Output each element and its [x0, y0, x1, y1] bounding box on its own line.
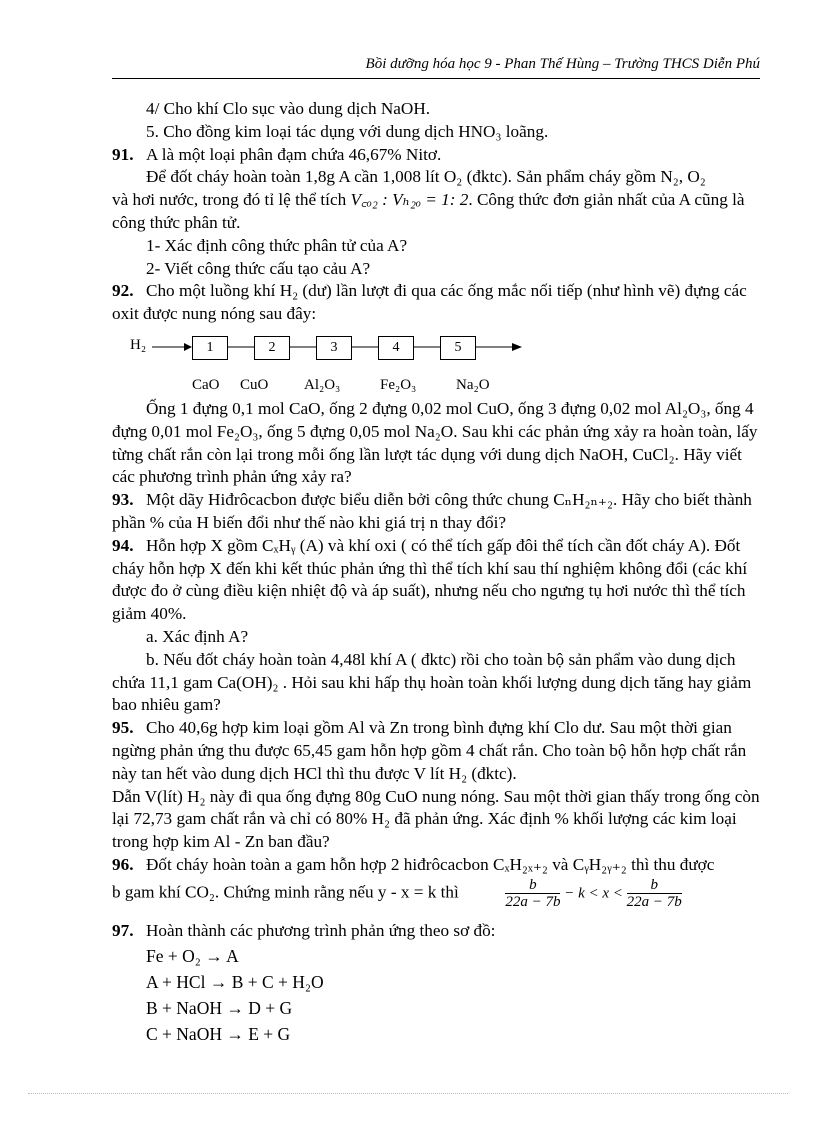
question-94-b: b. Nếu đốt cháy hoàn toàn 4,48l khí A ( đktc) rồi cho toàn bộ sản phẩm vào dung dịch chứa 11,1 gam Ca(OH)₂ . Hỏi sau khi hấp thụ hoàn toàn khối lượng dung dịch tăng hay giảm bao nhiêu gam? [112, 649, 752, 715]
question-93: 93. Một dãy Hiđrôcacbon được biểu diễn bởi công thức chung CₙH₂ₙ₊₂. Hãy cho biết thành phần % của H biến đổi như thế nào khi giá trị n thay đổi? [112, 490, 752, 532]
question-97: 97. Hoàn thành các phương trình phản ứng theo sơ đồ: [112, 920, 496, 940]
question-91: 91. A là một loại phân đạm chứa 46,67% Nitơ. [112, 144, 764, 167]
question-96: 96. Đốt cháy hoàn toàn a gam hỗn hợp 2 hiđrôcacbon CₓH₂ₓ₊₂ và CᵧH₂ᵧ₊₂ thì thu được [112, 854, 715, 874]
question-number: 91. [112, 144, 134, 164]
question-91-text: Để đốt cháy hoàn toàn 1,8g A cần 1,008 lít O₂ (đktc). Sản phẩm cháy gồm N₂, O₂ [146, 167, 706, 187]
reaction-4: C + NaOH → E + G [146, 1023, 291, 1044]
volume-ratio: V꜀ₒ₂ : Vₕ₂ₒ = 1: 2 [350, 190, 469, 210]
oxide-label: Fe₂O₃ [380, 376, 417, 393]
oxide-label: CaO [192, 376, 220, 393]
question-96-b: b gam khí CO₂. Chứng minh rằng nếu y - x = k thì $\frac{b}{22a - 7b}$ − k < x < $\frac{b}{22a - 7b}$ [112, 876, 682, 910]
oxide-label: Na₂O [456, 376, 490, 393]
header-rule [112, 78, 760, 79]
question-94-a: a. Xác định A? [146, 626, 249, 646]
tube-1: 1 [192, 336, 228, 360]
item-4: 4/ Cho khí Clo sục vào dung dịch NaOH. [146, 99, 431, 118]
fraction: $\frac{b}{22a - 7b}$ [626, 876, 682, 910]
reaction-3: B + NaOH → D + G [146, 997, 293, 1018]
tube-diagram [112, 330, 764, 396]
tube-5: 5 [440, 336, 476, 360]
footer-divider [28, 1093, 788, 1094]
tube-4: 4 [378, 336, 414, 360]
reaction-1: Fe + O₂ → A [146, 945, 239, 966]
question-92-text: Ống 1 đựng 0,1 mol CaO, ống 2 đựng 0,02 mol CuO, ống 3 đựng 0,02 mol Al₂O₃, ống 4 đựng 0,01 mol Fe₂O₃, ống 5 đựng 0,05 mol Na₂O. Sau khi các phản ứng xảy ra hoàn toàn, lấy từng chất rắn còn lại trong mỗi ống lần lượt tác dụng với dung dịch NaOH, CuCl₂. Hãy viết các phương trình phản ứng xảy ra? [112, 398, 758, 487]
question-91-text-2: và hơi nước, trong đó tỉ lệ thể tích V꜀ₒ₂ : Vₕ₂ₒ = 1: 2. Công thức đơn giản nhất của A cũng là công thức phân tử. [112, 190, 745, 232]
oxide-label: Al₂O₃ [304, 376, 341, 393]
document-body [112, 98, 764, 1047]
question-91-item-2: 2- Viết công thức cấu tạo cảu A? [146, 258, 371, 278]
question-95: 95. Cho 40,6g hợp kim loại gồm Al và Zn trong bình đựng khí Clo dư. Sau một thời gian ngừng phản ứng thu được 65,45 gam hỗn hợp gồm 4 chất rắn. Cho toàn bộ hỗn hợp chất rắn này tan hết vào dung dịch HCl thì thu được V lít H₂ (đktc). [112, 718, 747, 783]
oxide-label: CuO [240, 376, 269, 393]
question-92: 92. Cho một luồng khí H₂ (dư) lần lượt đi qua các ống mắc nối tiếp (như hình vẽ) đựng các oxit được nung nóng sau đây: [112, 281, 747, 324]
tube-3: 3 [316, 336, 352, 360]
question-94: 94. Hỗn hợp X gồm CₓHᵧ (A) và khí oxi ( có thể tích gấp đôi thể tích cần đốt cháy A). Đốt cháy hỗn hợp X đến khi kết thúc phản ứng thì thể tích khí sau thí nghiệm không đổi (các khí được đo ở cùng điều kiện nhiệt độ và áp suất), nhưng nếu cho ngưng tụ hơi nước thì thể tích giảm 40%. [112, 535, 748, 624]
diagram-gas-label: H₂ [130, 336, 147, 353]
reaction-2: A + HCl → B + C + H₂O [146, 971, 324, 992]
question-91-item-1: 1- Xác định công thức phân tử của A? [146, 235, 408, 255]
fraction: $\frac{b}{22a - 7b}$ [505, 876, 561, 910]
tube-2: 2 [254, 336, 290, 360]
item-5: 5. Cho đồng kim loại tác dụng với dung dịch HNO₃ loãng. [146, 121, 549, 141]
page-header: Bồi dưỡng hóa học 9 - Phan Thế Hùng – Trường THCS Diễn Phú [365, 56, 760, 72]
question-95-b: Dẫn V(lít) H₂ này đi qua ống đựng 80g CuO nung nóng. Sau một thời gian thấy trong ống còn lại 72,73 gam chất rắn và chỉ có 80% H₂ đã phản ứng. Xác định % khối lượng các kim loại trong hợp kim Al - Zn ban đầu? [112, 786, 760, 852]
